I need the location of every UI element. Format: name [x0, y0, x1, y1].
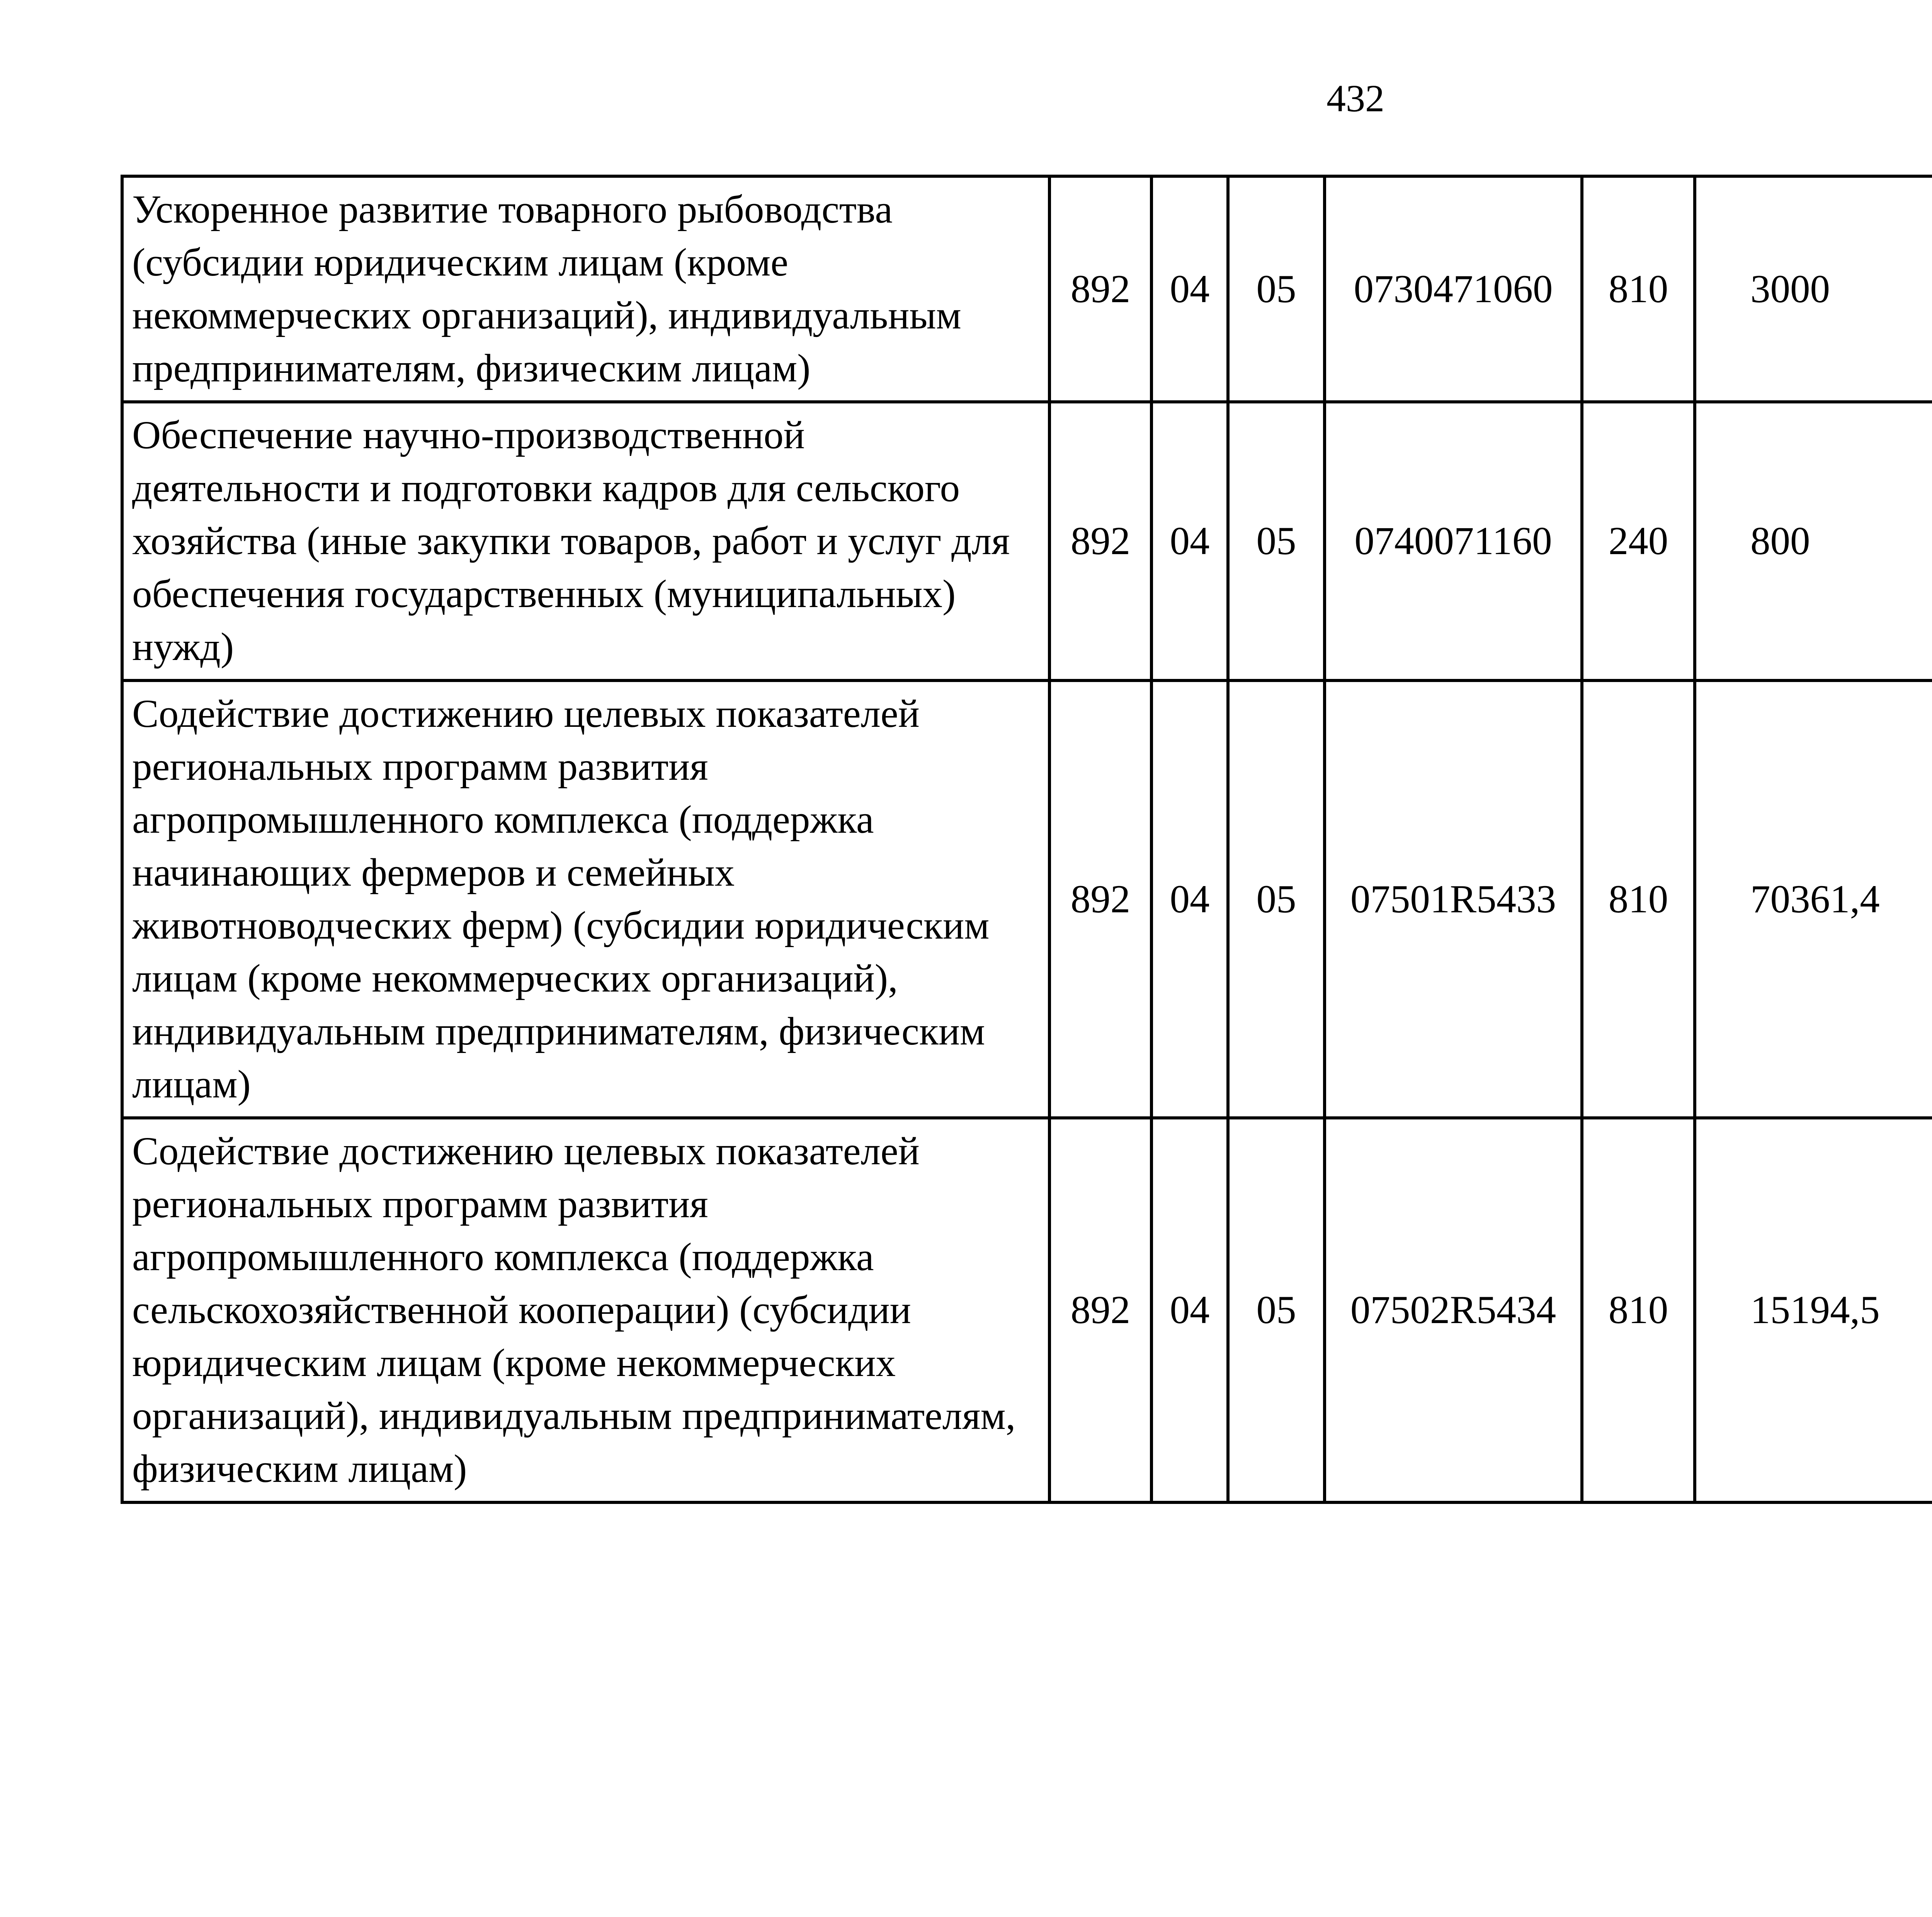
table-row — [122, 1118, 1932, 1502]
expense-type-code: 810 — [1582, 1118, 1695, 1502]
section-code: 04 — [1151, 176, 1228, 402]
expense-type-code: 240 — [1582, 402, 1695, 680]
row-description: Содействие достижению целевых показателей региональных программ развития агропромышленного комплекса (поддержка начинающих фермеров и семейных животноводческих ферм) (субсидии юридическим лицам (кроме некоммерческих организаций), индивидуальным предпринимателям, физическим лицам) — [122, 680, 1049, 1118]
amount-year-1: 70361,4 — [1695, 680, 1932, 1118]
table-row — [122, 402, 1932, 680]
subsection-code: 05 — [1228, 680, 1325, 1118]
ministry-code: 892 — [1049, 680, 1151, 1118]
ministry-code: 892 — [1049, 176, 1151, 402]
target-article-code: 0740071160 — [1325, 402, 1582, 680]
row-description: Содействие достижению целевых показателей региональных программ развития агропромышленного комплекса (поддержка сельскохозяйственной кооперации) (субсидии юридическим лицам (кроме некоммерческих организаций), индивидуальным предпринимателям, физическим лицам) — [122, 1118, 1049, 1502]
table-row — [122, 176, 1932, 402]
section-code: 04 — [1151, 680, 1228, 1118]
amount-year-1: 15194,5 — [1695, 1118, 1932, 1502]
amount-year-1: 800 — [1695, 402, 1932, 680]
subsection-code: 05 — [1228, 1118, 1325, 1502]
section-code: 04 — [1151, 1118, 1228, 1502]
target-article-code: 0730471060 — [1325, 176, 1582, 402]
budget-table — [121, 175, 1932, 1504]
subsection-code: 05 — [1228, 402, 1325, 680]
expense-type-code: 810 — [1582, 680, 1695, 1118]
expense-type-code: 810 — [1582, 176, 1695, 402]
subsection-code: 05 — [1228, 176, 1325, 402]
row-description: Обеспечение научно-производственной деятельности и подготовки кадров для сельского хозяйства (иные закупки товаров, работ и услуг для обеспечения государственных (муниципальных) нужд) — [122, 402, 1049, 680]
ministry-code: 892 — [1049, 402, 1151, 680]
amount-year-1: 3000 — [1695, 176, 1932, 402]
section-code: 04 — [1151, 402, 1228, 680]
table-row — [122, 680, 1932, 1118]
page-number: 432 — [1327, 77, 1384, 120]
target-article-code: 07502R5434 — [1325, 1118, 1582, 1502]
ministry-code: 892 — [1049, 1118, 1151, 1502]
target-article-code: 07501R5433 — [1325, 680, 1582, 1118]
row-description: Ускоренное развитие товарного рыбоводства (субсидии юридическим лицам (кроме некоммерческих организаций), индивидуальным предпринимателям, физическим лицам) — [122, 176, 1049, 402]
